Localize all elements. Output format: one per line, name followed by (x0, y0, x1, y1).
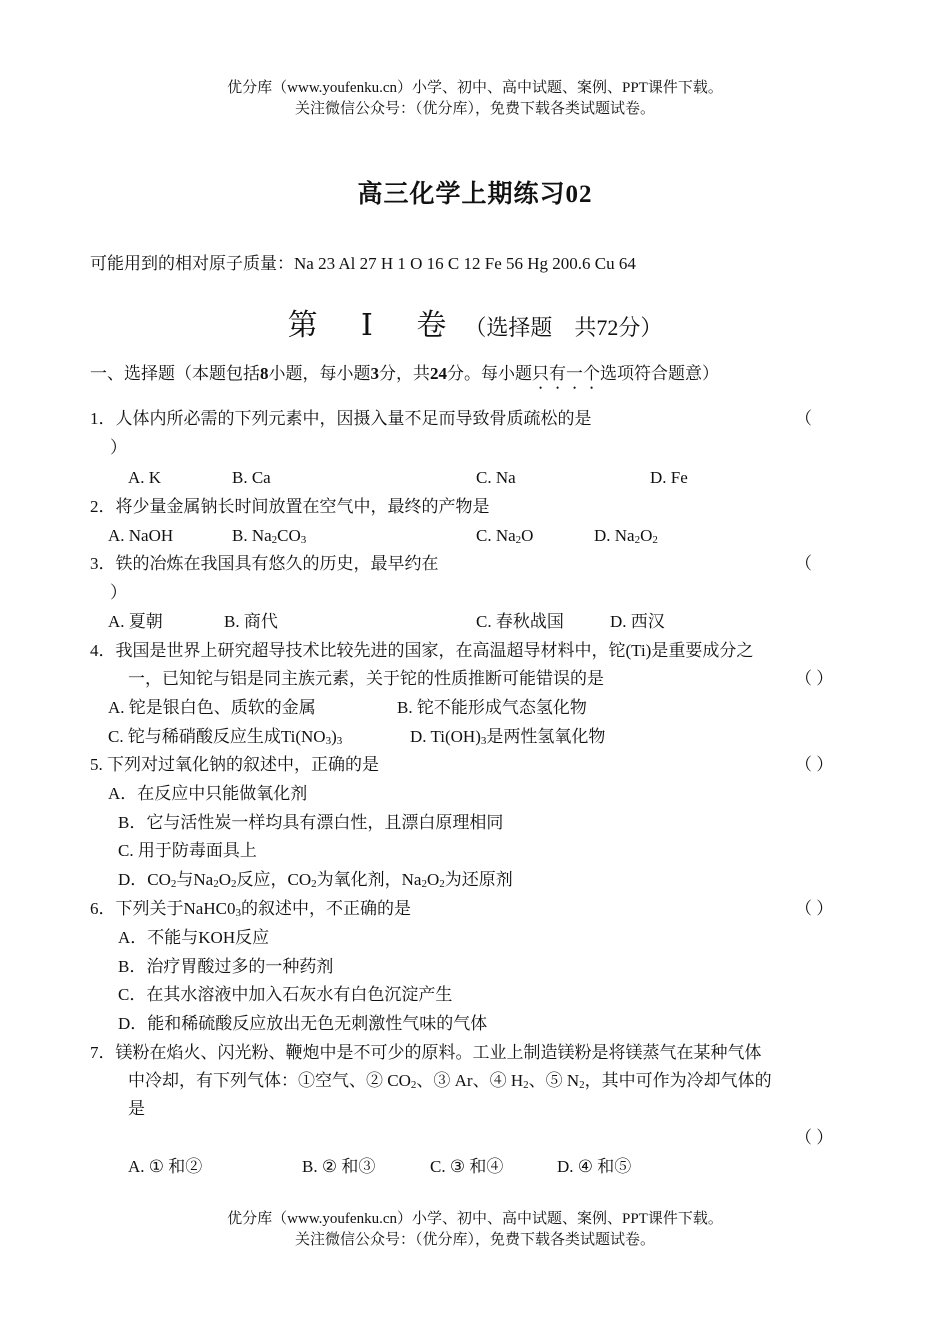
q4-option-d[interactable]: D. $Ti(OH)_3$是两性氢氧化物 (410, 727, 606, 747)
q6-option-b[interactable]: B．治疗胃酸过多的一种药剂 (118, 957, 334, 976)
q4-stem-line2: 一，已知铊与铝是同主族元素，关于铊的性质推断可能错误的是 (128, 669, 604, 688)
q7-stem-line3: 是 (128, 1099, 145, 1118)
q5-option-a[interactable]: A．在反应中只能做氧化剂 (108, 784, 308, 803)
q3-stem: 3．铁的冶炼在我国具有悠久的历史，最早约在 (90, 554, 439, 573)
q1-paren-close: ） (110, 438, 127, 457)
q3-option-d[interactable]: D. 西汉 (610, 612, 665, 631)
section-heading (0, 300, 950, 344)
q7-answer-paren: （ ） (795, 1128, 834, 1147)
q7-option-b[interactable]: B. ② 和③ (302, 1157, 376, 1176)
q7-stem-line1: 7．镁粉在焰火、闪光粉、鞭炮中是不可少的原料。工业上制造镁粉是将镁蒸气在某种气体 (90, 1043, 762, 1062)
q4-option-c[interactable]: C. 铊与稀硝酸反应生成$Ti(NO_3)_3$ (108, 727, 343, 747)
q7-stem-line2: 中冷却，有下列气体：①空气、② $CO_2$、③ Ar、④ $H_2$、⑤ $N_2$，其中可作为冷却气体的 (128, 1071, 772, 1091)
q5-option-c[interactable]: C. 用于防毒面具上 (118, 841, 257, 860)
q5-option-b[interactable]: B．它与活性炭一样均具有漂白性，且漂白原理相同 (118, 813, 504, 832)
q2-option-b[interactable]: B. $Na_2CO_3$ (232, 526, 307, 546)
q5-option-d[interactable]: D．$CO_2$与$Na_2O_2$反应，$CO_2$为氧化剂，$Na_2O_2$为还原剂 (118, 870, 513, 890)
q7-option-a[interactable]: A. ① 和② (128, 1157, 203, 1176)
q1-option-b[interactable]: B. Ca (232, 468, 271, 487)
q7-option-c[interactable]: C. ③ 和④ (430, 1157, 504, 1176)
q6-option-c[interactable]: C．在其水溶液中加入石灰水有白色沉淀产生 (118, 985, 453, 1004)
q3-paren-close: ） (110, 583, 127, 602)
atomic-mass-line: 可能用到的相对原子质量：Na 23 Al 27 H 1 O 16 C 12 Fe 56 Hg 200.6 Cu 64 (90, 254, 636, 273)
q3-paren-open: （ (795, 554, 812, 573)
q2-option-c[interactable]: C. $Na_2O$ (476, 526, 534, 546)
q4-option-b[interactable]: B. 铊不能形成气态氢化物 (397, 698, 587, 717)
q3-option-a[interactable]: A. 夏朝 (108, 612, 163, 631)
q6-option-d[interactable]: D．能和稀硫酸反应放出无色无刺激性气味的气体 (118, 1014, 488, 1033)
q1-option-d[interactable]: D. Fe (650, 468, 688, 487)
section-name: 第 Ⅰ 卷 (287, 309, 465, 342)
q2-option-d[interactable]: D. $Na_2O_2$ (594, 526, 658, 546)
q4-answer-paren: （ ） (795, 669, 834, 688)
q6-answer-paren: （ ） (795, 899, 834, 918)
q6-option-a[interactable]: A．不能与KOH反应 (118, 928, 270, 947)
q1-option-c[interactable]: C. Na (476, 468, 516, 487)
q4-stem-line1: 4．我国是世界上研究超导技术比较先进的国家，在高温超导材料中，铊(Ti)是重要成分之 (90, 641, 754, 660)
q3-option-b[interactable]: B. 商代 (224, 612, 278, 631)
q4-option-a[interactable]: A. 铊是银白色、质软的金属 (108, 698, 316, 717)
q3-option-c[interactable]: C. 春秋战国 (476, 612, 564, 631)
emphasis-only-one: 只有一个 (532, 364, 600, 383)
q2-stem: 2．将少量金属钠长时间放置在空气中，最终的产物是 (90, 497, 490, 516)
q5-answer-paren: （ ） (795, 755, 834, 774)
q1-paren-open: （ (795, 409, 812, 428)
q7-option-d[interactable]: D. ④ 和⑤ (557, 1157, 632, 1176)
footer-line-1: 优分库（www.youfenku.cn）小学、初中、高中试题、案例、PPT课件下载。 (227, 1211, 723, 1227)
header-line-2: 关注微信公众号：（优分库），免费下载各类试题试卷。 (294, 101, 655, 117)
q1-option-a[interactable]: A. K (128, 468, 162, 487)
header-line-1: 优分库（www.youfenku.cn）小学、初中、高中试题、案例、PPT课件下载。 (227, 80, 723, 96)
page-title: 高三化学上期练习02 (357, 181, 593, 208)
section-subtitle: （选择题 共72分） (464, 315, 663, 340)
part-intro: 一、选择题（本题包括8小题，每小题3分，共24分。每小题只有一个选项符合题意） (90, 364, 719, 383)
q1-stem: 1．人体内所必需的下列元素中，因摄入量不足而导致骨质疏松的是 (90, 409, 592, 428)
q6-stem: 6．下列关于$NaHC0_3$的叙述中，不正确的是 (90, 899, 411, 919)
q2-option-a[interactable]: A. NaOH (108, 526, 174, 545)
q5-stem: 5. 下列对过氧化钠的叙述中，正确的是 (90, 755, 379, 774)
footer-line-2: 关注微信公众号：（优分库），免费下载各类试题试卷。 (294, 1232, 655, 1248)
